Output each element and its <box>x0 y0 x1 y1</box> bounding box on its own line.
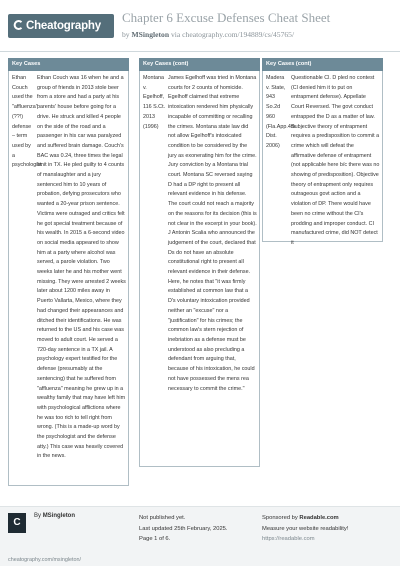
author-avatar[interactable]: C <box>8 513 26 533</box>
section-body <box>262 71 383 246</box>
footer-author <box>34 513 75 519</box>
section-header: Key Cases (cont) <box>262 58 383 71</box>
footer-by-label: By <box>34 513 42 519</box>
byline-author-link[interactable]: MSingleton <box>131 30 170 39</box>
footer-author-link[interactable]: MSingleton <box>42 513 76 519</box>
page-number: Page 1 of 6. <box>139 536 171 542</box>
byline <box>122 30 294 39</box>
sponsor-tagline: Measure your website readability! <box>262 525 349 532</box>
footer-status <box>139 513 228 545</box>
sponsor-url-link[interactable]: https://readable.com <box>262 536 315 542</box>
publish-status: Not published yet. <box>139 515 186 521</box>
cheatography-logo[interactable] <box>8 14 114 38</box>
case-row <box>9 71 128 465</box>
section-header: Key Cases <box>8 58 129 71</box>
page-footer <box>0 506 400 566</box>
section-body <box>139 71 260 467</box>
section-header: Key Cases (cont) <box>139 58 260 71</box>
column-2 <box>139 58 260 467</box>
byline-url-link[interactable]: cheatography.com/194889/cs/45765/ <box>182 30 295 39</box>
case-citation: Montana v. Egelhoff, 116 S.Ct. 2013 (1996) <box>143 75 166 130</box>
case-description: Questionable Cl. D pled no contest (Cl denied him it to put on entrapment defense). Appellate Court Reversed. The govt conduct entrapped the D as a matter of law. Subjective theory of entrapment requires a predisposition to commit a crime which will defeat the affirmative defense of entrapment (not applicable here b/c there was no showing of predisposition). Objective theory of entrapment only requires outrageous govt action and a violation of DP. There would have been no crime without the CI's prodding and improper conduct. CI manufactured crime, did NOT detect it <box>291 75 380 246</box>
section-body <box>8 71 129 486</box>
sponsor-link[interactable]: Readable.com <box>299 515 339 521</box>
page-header <box>0 0 400 52</box>
footer-author-url[interactable]: cheatography.com/msingleton/ <box>8 557 82 563</box>
last-updated: Last updated 25th February, 2025. <box>139 525 228 532</box>
case-description: James Egelhoff was tried in Montana courts for 2 counts of homicide. Egelhoff claimed that extreme intoxication rendered him physically incapable of committing or recalling the crimes. Montana state law did not allow Egelhoff's intoxicated condition to be considered by the jury as exonerating him for the crime. Jury conviction by a Montana trial court. Montana SC reversed saying D had a DP right to present all relevant evidence in his defense. The court could not reach a majority on the reasons for its decision (this is not clear in the excerpt in your book). J Antonin Scalia who announced the judgement of the court, declared that Ds do not have an absolute constitutional right to present all relevant evidence in their defense. Here, he notes that "it was firmly established at common law that a D's voluntary intoxication provided neither an "excuse" nor a "justification" for his crimes; the common law's stern rejection of inebriation as a defense must be understood as also precluding a defendant from arguing that, because of his intoxication, he could not have possessed the mens rea necessary to commit the crime." <box>168 75 257 392</box>
footer-sponsor <box>262 513 348 545</box>
byline-by: by <box>122 30 130 39</box>
column-1 <box>8 58 129 486</box>
sponsor-prefix: Sponsored by <box>262 515 298 521</box>
column-3 <box>262 58 383 246</box>
sponsor-line <box>262 513 348 524</box>
case-row <box>263 71 382 252</box>
byline-via: via <box>170 30 181 39</box>
case-citation: Ethan Couch used the "affluenza" (??!) defense – term used by a psychologist <box>12 75 42 169</box>
case-row <box>140 71 259 397</box>
logo-text: Cheatography <box>26 20 101 32</box>
cheatography-logo-icon <box>12 19 24 31</box>
case-citation: Madera v. State, 943 So.2d 960 (Fla.App.4th Dist. 2006) <box>266 75 296 149</box>
case-description: Ethan Couch was 16 when he and a group of friends in 2013 stole beer from a store and had a party at his parents' house before going for a drive. He struck and killed 4 people on the side of the road and a passenger in his car was paralyzed and suffered brain damage. Couch's BAC was 0.24, three times the legal limit in TX. He pled guilty to 4 counts of manslaughter and a jury sentenced him to 10 years of probation, defying prosecutors who wanted a 20-year prison sentence. Victims were outraged and critics felt he got special treatment because of his wealth. In 2015 a 6-second video on social media appeared to show him at a party where alcohol was served, a parole violation. Two weeks later he and his mother went missing. They were arrested 2 weeks later about 1200 miles away in Puerto Vallarta, Mexico, where they had changed their appearances and ditched their identifications. He was returned to the US and his case was moved to adult court. He served a 720-day sentence in a TX jail. A psychology expert testified for the defense (presumably at the sentencing) that he suffered from "affluenza" meaning he grew up in a wealthy family that may have left him with psychological afflictions where he was too rich to tell right from wrong. (This is a made-up word by the psychologist and the defense atty.) This case was heavily covered in the news. <box>37 75 126 460</box>
page-title: Chapter 6 Excuse Defenses Cheat Sheet <box>122 10 331 25</box>
